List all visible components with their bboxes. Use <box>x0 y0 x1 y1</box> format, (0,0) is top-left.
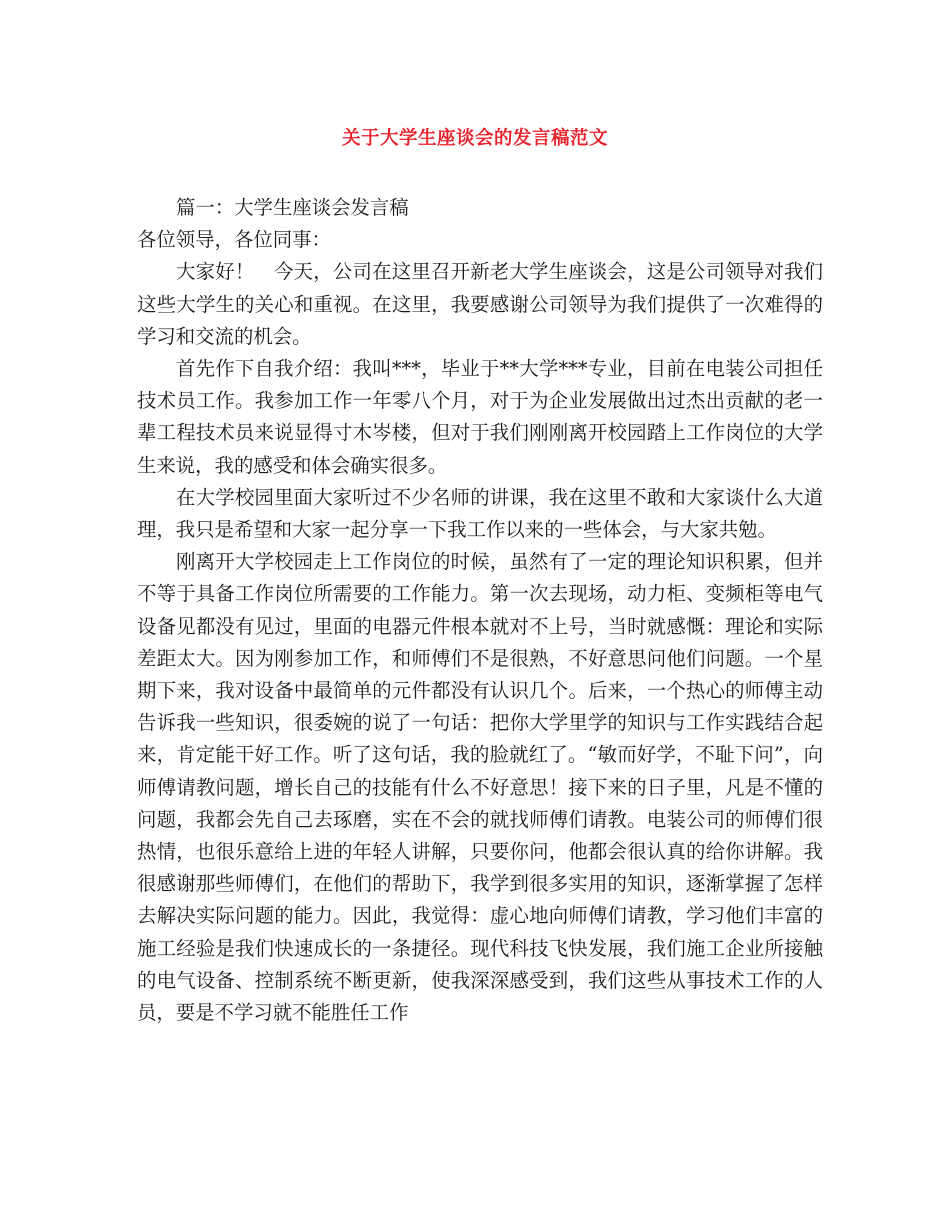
body-paragraph-introduction: 首先作下自我介绍：我叫***，毕业于**大学***专业，目前在电装公司担任技术员工作。我参加工作一年零八个月，对于为企业发展做出过杰出贡献的老一辈工程技术员来说显得寸木岑楼，但对于我们刚刚离开校园踏上工作岗位的大学生来说，我的感受和体会确实很多。 <box>137 357 823 477</box>
document-body <box>137 192 823 1029</box>
body-paragraph-greeting: 大家好！ 今天，公司在这里召开新老大学生座谈会，这是公司领导对我们这些大学生的关心和重视。在这里，我要感谢公司领导为我们提供了一次难得的学习和交流的机会。 <box>137 260 823 348</box>
section-heading: 篇一：大学生座谈会发言稿 <box>176 196 409 219</box>
body-paragraph-sharing: 在大学校园里面大家听过不少名师的讲课，我在这里不敢和大家谈什么大道理，我只是希望和大家一起分享一下我工作以来的一些体会，与大家共勉。 <box>137 485 823 542</box>
salutation: 各位领导，各位同事： <box>137 228 331 252</box>
document-title: 关于大学生座谈会的发言稿范文 <box>341 128 608 149</box>
body-paragraph-experience: 刚离开大学校园走上工作岗位的时候，虽然有了一定的理论知识积累，但并不等于具备工作岗位所需要的工作能力。第一次去现场，动力柜、变频柜等电气设备见都没有见过，里面的电器元件根本就对不上号，当时就感慨：理论和实际差距太大。因为刚参加工作，和师傅们不是很熟，不好意思问他们问题。一个星期下来，我对设备中最简单的元件都没有认识几个。后来，一个热心的师傅主动告诉我一些知识，很委婉的说了一句话：把你大学里学的知识与工作实践结合起来，肯定能干好工作。听了这句话，我的脸就红了。“敏而好学，不耻下问”，向师傅请教问题，增长自己的技能有什么不好意思！接下来的日子里，凡是不懂的问题，我都会先自己去琢磨，实在不会的就找师傅们请教。电装公司的师傅们很热情，也很乐意给上进的年轻人讲解，只要你问，他都会很认真的给你讲解。我很感谢那些师傅们，在他们的帮助下，我学到很多实用的知识，逐渐掌握了怎样去解决实际问题的能力。因此，我觉得：虚心地向师傅们请教，学习他们丰富的施工经验是我们快速成长的一条捷径。现代科技飞快发展，我们施工企业所接触的电气设备、控制系统不断更新，使我深深感受到，我们这些从事技术工作的人员，要是不学习就不能胜任工作 <box>137 550 823 1025</box>
